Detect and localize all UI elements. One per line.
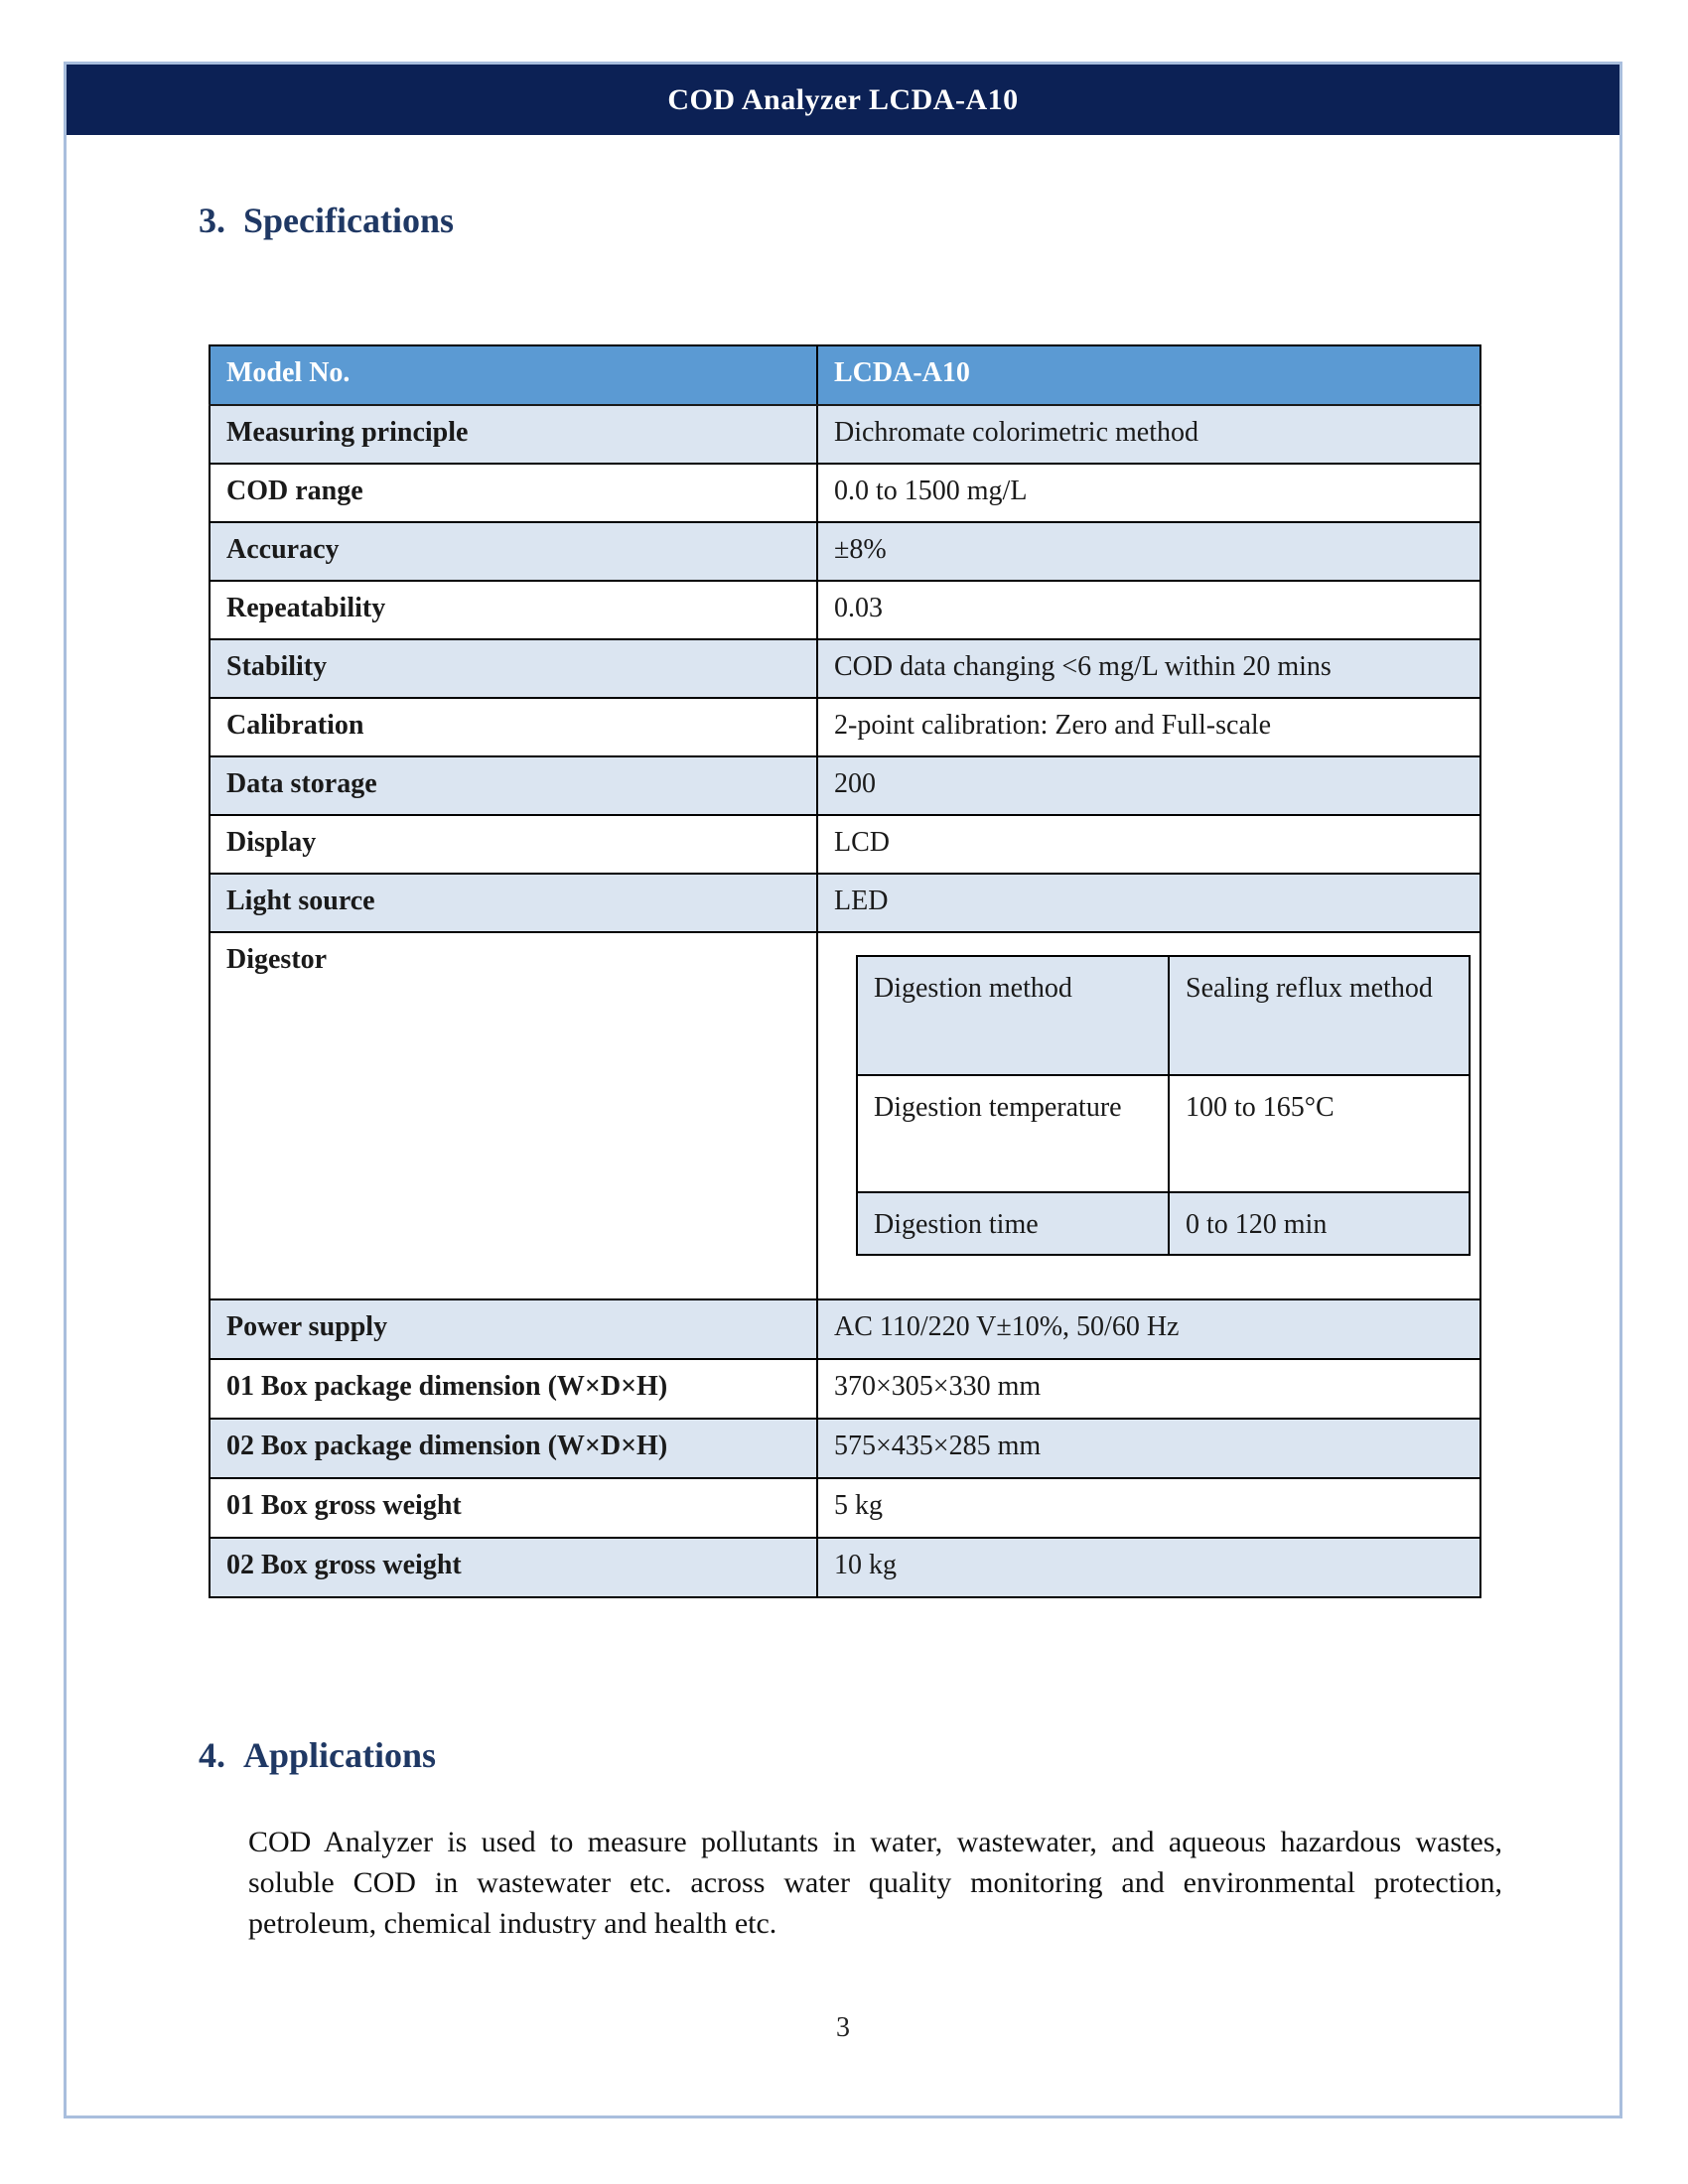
table-row [210, 815, 1480, 874]
page-number: 3 [836, 2012, 850, 2043]
nested-value: Sealing reflux method [1169, 956, 1470, 1075]
spec-value: 200 [817, 756, 1480, 815]
nested-value: 100 to 165°C [1169, 1075, 1470, 1192]
header-label-cell: Model No. [210, 345, 817, 405]
spec-value: 0.03 [817, 581, 1480, 639]
spec-label: Power supply [210, 1299, 817, 1359]
section-number: 3. [199, 201, 225, 240]
spec-value: ±8% [817, 522, 1480, 581]
spec-label: Stability [210, 639, 817, 698]
spec-value: Dichromate colorimetric method [817, 405, 1480, 464]
document-title: COD Analyzer LCDA-A10 [667, 82, 1019, 116]
table-header-row [210, 345, 1480, 405]
table-row [210, 1359, 1480, 1419]
nested-label: Digestion method [857, 956, 1169, 1075]
nested-label: Digestion time [857, 1192, 1169, 1255]
spec-label: Light source [210, 874, 817, 932]
nested-table-row [857, 956, 1470, 1075]
spec-label: Repeatability [210, 581, 817, 639]
table-row [210, 1538, 1480, 1597]
spec-label: Data storage [210, 756, 817, 815]
digestor-nested-table [856, 955, 1471, 1256]
section-title: Applications [243, 1735, 437, 1775]
table-row [210, 698, 1480, 756]
spec-label: 02 Box gross weight [210, 1538, 817, 1597]
spec-value: 370×305×330 mm [817, 1359, 1480, 1419]
nested-table-row [857, 1075, 1470, 1192]
table-row [210, 639, 1480, 698]
table-row [210, 1299, 1480, 1359]
spec-value: LED [817, 874, 1480, 932]
nested-value: 0 to 120 min [1169, 1192, 1470, 1255]
spec-label: Accuracy [210, 522, 817, 581]
section-number: 4. [199, 1735, 225, 1775]
digestor-details-cell [817, 932, 1480, 1299]
spec-value: AC 110/220 V±10%, 50/60 Hz [817, 1299, 1480, 1359]
spec-value: 2-point calibration: Zero and Full-scale [817, 698, 1480, 756]
spec-label: 01 Box package dimension (W×D×H) [210, 1359, 817, 1419]
spec-value: LCD [817, 815, 1480, 874]
spec-label: Measuring principle [210, 405, 817, 464]
header-value-cell: LCDA-A10 [817, 345, 1480, 405]
section-title: Specifications [243, 201, 454, 240]
applications-paragraph: COD Analyzer is used to measure pollutants in water, wastewater, and aqueous hazardous wastes, soluble COD in wastewater etc. across water quality monitoring and environmental protection, petroleum, chemical industry and health etc. [248, 1826, 1502, 1940]
spec-value: 5 kg [817, 1478, 1480, 1538]
table-row [210, 581, 1480, 639]
table-row [210, 874, 1480, 932]
document-page-frame [64, 62, 1622, 2118]
spec-label: Calibration [210, 698, 817, 756]
digestor-row [210, 932, 1480, 1299]
table-row [210, 405, 1480, 464]
spec-label: 01 Box gross weight [210, 1478, 817, 1538]
spec-value: 0.0 to 1500 mg/L [817, 464, 1480, 522]
spec-value: 10 kg [817, 1538, 1480, 1597]
document-header-bar [67, 65, 1619, 135]
spec-label: Display [210, 815, 817, 874]
table-row [210, 1478, 1480, 1538]
specifications-table [209, 344, 1481, 1598]
spec-label: 02 Box package dimension (W×D×H) [210, 1419, 817, 1478]
specifications-section-heading [199, 200, 454, 241]
table-row [210, 756, 1480, 815]
table-row [210, 464, 1480, 522]
nested-label: Digestion temperature [857, 1075, 1169, 1192]
spec-label: COD range [210, 464, 817, 522]
nested-table-row [857, 1192, 1470, 1255]
table-row [210, 522, 1480, 581]
applications-section-heading [199, 1734, 436, 1776]
spec-value: COD data changing <6 mg/L within 20 mins [817, 639, 1480, 698]
spec-label: Digestor [210, 932, 817, 1299]
table-row [210, 1419, 1480, 1478]
spec-value: 575×435×285 mm [817, 1419, 1480, 1478]
